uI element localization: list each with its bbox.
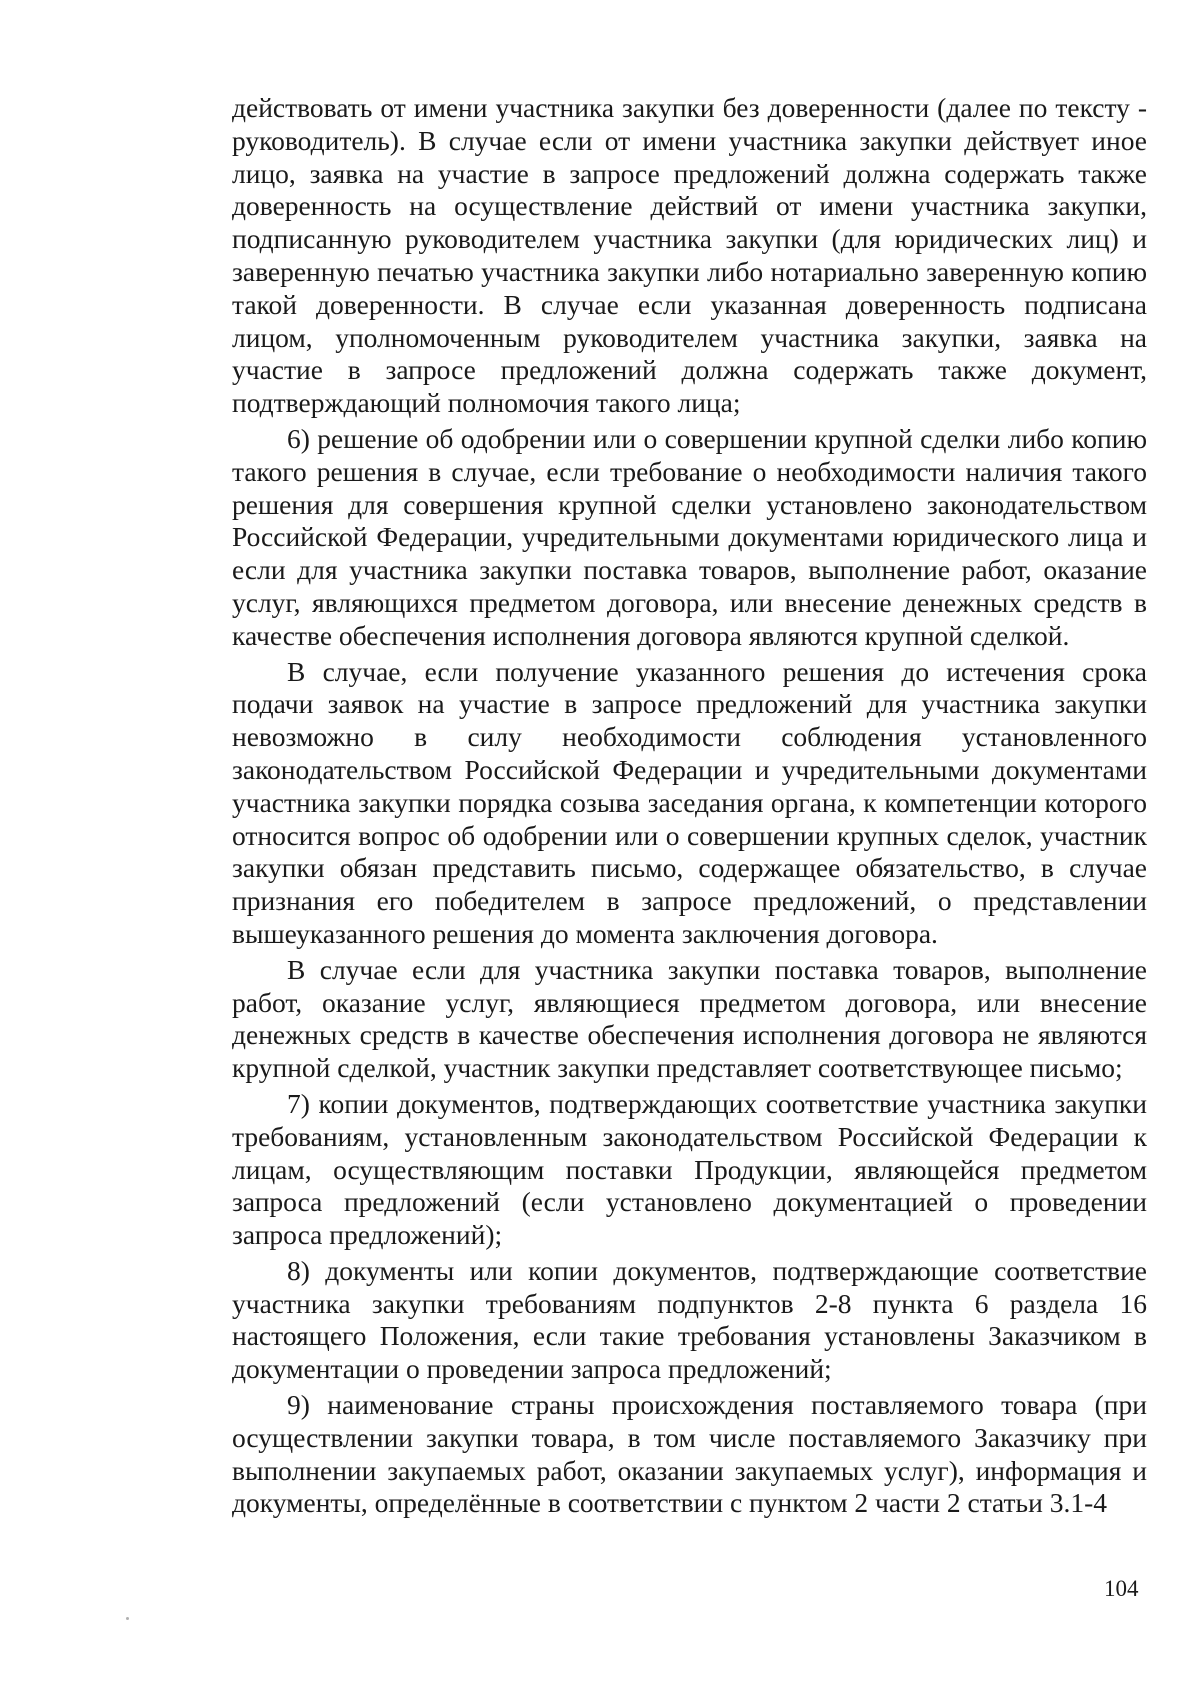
document-body — [232, 92, 1147, 1523]
paragraph-4: В случае если для участника закупки поставка товаров, выполнение работ, оказание услуг, являющиеся предметом договора, или внесение денежных средств в качестве обеспечения исполнения договора не являются крупной сделкой, участник закупки представляет соответствующее письмо; — [232, 953, 1147, 1084]
paragraph-item-7: 7) копии документов, подтверждающих соответствие участника закупки требованиям, установленным законодательством Российской Федерации к лицам, осуществляющим поставки Продукции, являющейся предметом запроса предложений (если установлено документацией о проведении запроса предложений); — [232, 1087, 1147, 1251]
paragraph-3: В случае, если получение указанного решения до истечения срока подачи заявок на участие в запросе предложений для участника закупки невозможно в силу необходимости соблюдения установленного законодательством Российской Федерации и учредительными документами участника закупки порядка созыва заседания органа, к компетенции которого относится вопрос об одобрении или о совершении крупных сделок, участник закупки обязан представить письмо, содержащее обязательство, в случае признания его победителем в запросе предложений, о представлении вышеуказанного решения до момента заключения договора. — [232, 655, 1147, 949]
paragraph-item-8: 8) документы или копии документов, подтверждающие соответствие участника закупки требованиям подпунктов 2-8 пункта 6 раздела 16 настоящего Положения, если такие требования установлены Заказчиком в документации о проведении запроса предложений; — [232, 1254, 1147, 1385]
page-number: 104 — [1104, 1576, 1139, 1601]
paragraph-item-9: 9) наименование страны происхождения поставляемого товара (при осуществлении закупки товара, в том числе поставляемого Заказчику при выполнении закупаемых работ, оказании закупаемых услуг), информация и документы, определённые в соответствии с пунктом 2 части 2 статьи 3.1-4 — [232, 1389, 1147, 1519]
scan-speck — [126, 1617, 129, 1620]
paragraph-item-6: 6) решение об одобрении или о совершении крупной сделки либо копию такого решения в случае, если требование о необходимости наличия такого решения для совершения крупной сделки установлено законодательством Российской Федерации, учредительными документами юридического лица и если для участника закупки поставка товаров, выполнение работ, оказание услуг, являющихся предметом договора, или внесение денежных средств в качестве обеспечения исполнения договора являются крупной сделкой. — [232, 422, 1147, 651]
paragraph-1: действовать от имени участника закупки без доверенности (далее по тексту - руководитель). В случае если от имени участника закупки действует иное лицо, заявка на участие в запросе предложений должна содержать также доверенность на осуществление действий от имени участника закупки, подписанную руководителем участника закупки (для юридических лиц) и заверенную печатью участника закупки либо нотариально заверенную копию такой доверенности. В случае если указанная доверенность подписана лицом, уполномоченным руководителем участника закупки, заявка на участие в запросе предложений должна содержать также документ, подтверждающий полномочия такого лица; — [232, 92, 1147, 419]
